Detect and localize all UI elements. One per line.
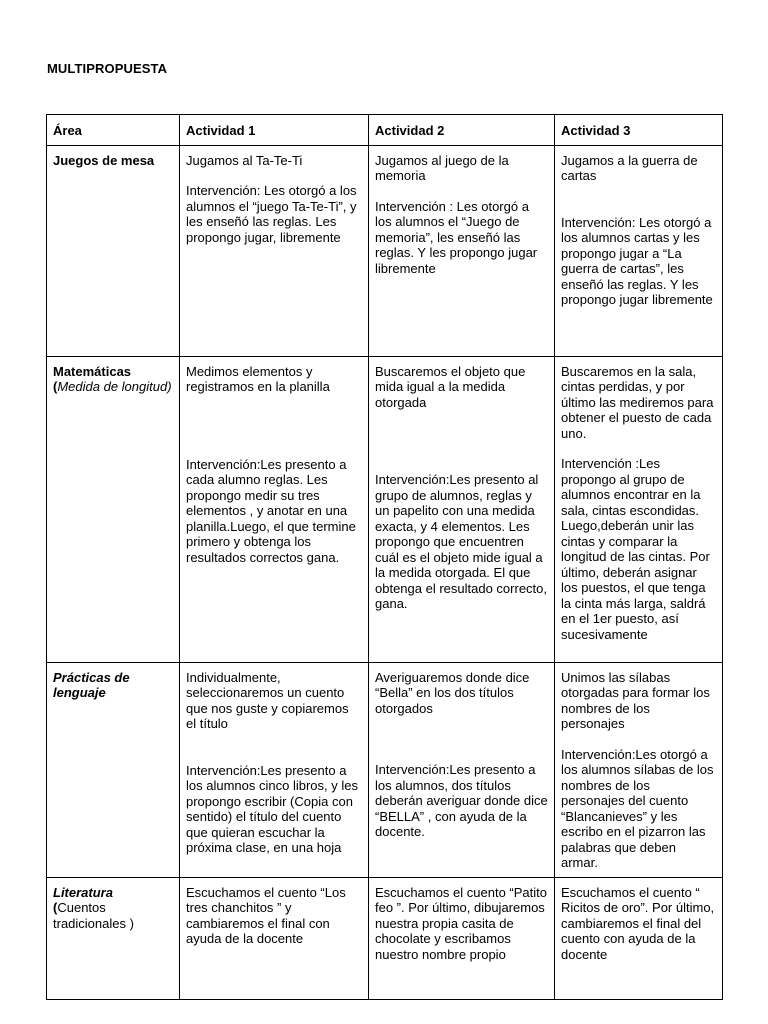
header-area: Área bbox=[47, 115, 180, 146]
activity-cell bbox=[369, 877, 555, 999]
area-cell bbox=[47, 877, 180, 999]
intervention-text: Intervención:Les presento al grupo de alumnos, reglas y un papelito con una medida exacta, y 4 elementos. Les propongo que encuentren cuál es el objeto mide igual a la medida otorgada. El que obtenga el resultado correcto, gana. bbox=[375, 472, 547, 611]
activity-text: Escuchamos el cuento “Los tres chanchitos ” y cambiaremos el final con ayuda de la docente bbox=[186, 884, 346, 946]
header-activity-1: Actividad 1 bbox=[180, 115, 369, 146]
activity-cell bbox=[555, 145, 723, 356]
activity-text: Unimos las sílabas otorgadas para formar los nombres de los personajes bbox=[561, 669, 710, 731]
intervention-text: Intervención: Les otorgó a los alumnos cartas y les propongo jugar a “La guerra de cartas”, les enseñó las reglas. Y les propongo jugar libremente bbox=[561, 214, 713, 307]
area-name: Matemáticas bbox=[53, 363, 132, 379]
header-activity-2: Actividad 2 bbox=[369, 115, 555, 146]
activity-text: Buscaremos en la sala, cintas perdidas, y por último las mediremos para obtener el puesto de cada uno. bbox=[561, 363, 714, 441]
activity-text: Averiguaremos donde dice “Bella” en los dos títulos otorgados bbox=[375, 669, 530, 716]
activity-text: Medimos elementos y registramos en la planilla bbox=[186, 363, 330, 394]
activity-table bbox=[46, 114, 723, 1000]
intervention-text: Intervención:Les otorgó a los alumnos sílabas de los nombres de los personajes del cuento “Blancanieves” y les escribo en el pizarron las palabras que deben armar. bbox=[561, 746, 714, 870]
activity-cell bbox=[180, 662, 369, 877]
activity-cell bbox=[369, 145, 555, 356]
table-row bbox=[47, 877, 723, 999]
area-paren: ( bbox=[53, 900, 58, 915]
table-row bbox=[47, 662, 723, 877]
activity-text: Escuchamos el cuento “ Ricitos de oro”. Por último, cambiaremos el final del cuento con ayuda de la docente bbox=[561, 884, 715, 962]
activity-cell bbox=[369, 662, 555, 877]
intervention-text: Intervención : Les otorgó a los alumnos el “Juego de memoria”, les enseñó las reglas. Y les propongo jugar libremente bbox=[375, 198, 538, 276]
activity-text: Individualmente, seleccionaremos un cuento que nos guste y copiaremos el título bbox=[186, 669, 349, 731]
area-name: Juegos de mesa bbox=[53, 152, 155, 168]
area-paren: ( bbox=[53, 379, 58, 394]
activity-text: Escuchamos el cuento “Patito feo ”. Por último, dibujaremos nuestra propia casita de chocolate y escribamos nuestro nombre propio bbox=[375, 884, 547, 962]
activity-cell bbox=[555, 662, 723, 877]
area-cell bbox=[47, 356, 180, 662]
intervention-text: Intervención:Les presento a los alumnos cinco libros, y les propongo escribir (Copia con sentido) el título del cuento que quieran escuchar la próxima clase, en una hoja bbox=[186, 762, 358, 855]
area-name: Literatura bbox=[53, 884, 113, 900]
intervention-text: Intervención :Les propongo al grupo de alumnos encontrar en la sala, cintas escondidas. Luego,deberán unir las cintas y comparar la longitud de las cintas. Por último, deberán asignar los puestos, el que tenga la cinta más larga, saldrá en el 1er puesto, así sucesivamente bbox=[561, 456, 710, 642]
header-activity-3: Actividad 3 bbox=[555, 115, 723, 146]
activity-cell bbox=[555, 356, 723, 662]
intervention-text: Intervención:Les presento a los alumnos, dos títulos deberán averiguar donde dice “BELLA” , con ayuda de la docente. bbox=[375, 762, 548, 839]
table-header-row bbox=[47, 115, 723, 146]
table-row bbox=[47, 356, 723, 662]
activity-cell bbox=[555, 877, 723, 999]
intervention-text: Intervención: Les otorgó a los alumnos el “juego Ta-Te-Ti”, y les enseñó las reglas. Les propongo jugar, libremente bbox=[186, 183, 357, 245]
area-subtitle: Cuentos tradicionales ) bbox=[53, 900, 134, 931]
document-title: MULTIPROPUESTA bbox=[47, 61, 168, 76]
area-cell bbox=[47, 662, 180, 877]
activity-cell bbox=[369, 356, 555, 662]
activity-cell bbox=[180, 877, 369, 999]
area-cell bbox=[47, 145, 180, 356]
activity-cell bbox=[180, 145, 369, 356]
activity-text: Jugamos a la guerra de cartas bbox=[561, 152, 698, 183]
activity-text: Jugamos al juego de la memoria bbox=[375, 152, 509, 183]
intervention-text: Intervención:Les presento a cada alumno reglas. Les propongo medir su tres elementos , y anotar en una planilla.Luego, el que termine primero y obtenga los resultados correctos gana. bbox=[186, 456, 356, 565]
activity-text: Jugamos al Ta-Te-Ti bbox=[186, 152, 303, 168]
table-row bbox=[47, 145, 723, 356]
area-name: Prácticas de lenguaje bbox=[53, 669, 130, 700]
activity-text: Buscaremos el objeto que mida igual a la medida otorgada bbox=[375, 363, 526, 410]
area-subtitle: Medida de longitud) bbox=[57, 379, 172, 394]
activity-cell bbox=[180, 356, 369, 662]
